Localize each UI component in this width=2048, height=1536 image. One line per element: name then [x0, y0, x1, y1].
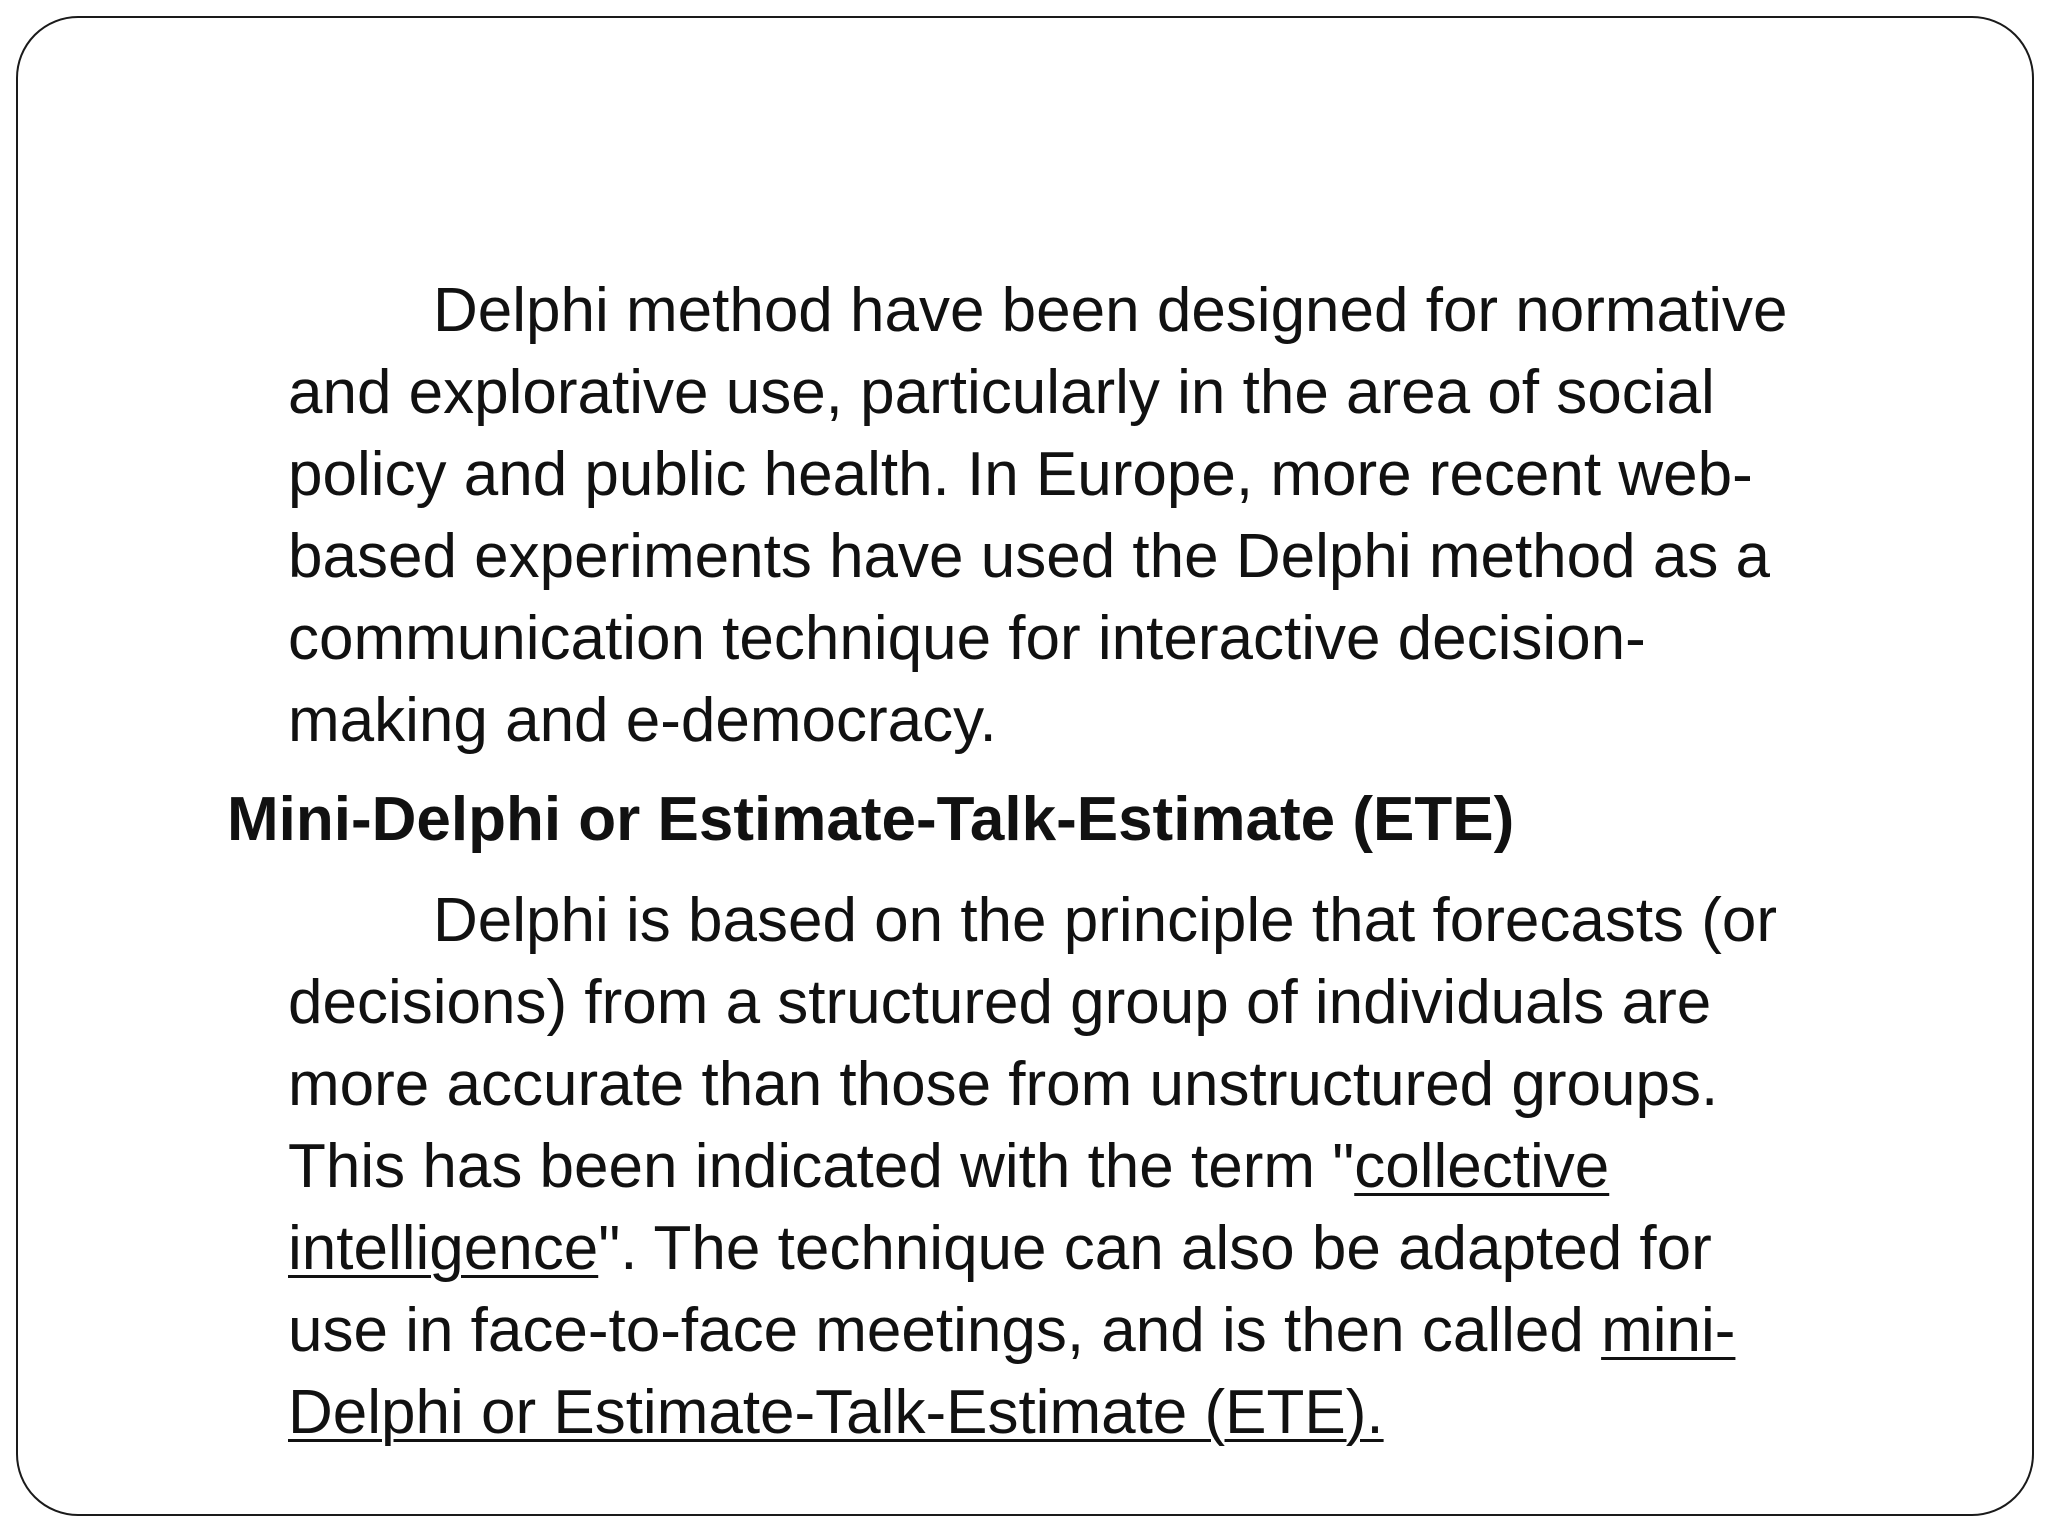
text-line: more accurate than those from unstructured groups. — [288, 1050, 1719, 1119]
text-line — [288, 1290, 1948, 1372]
mini-delphi-link[interactable]: mini- — [1601, 1296, 1736, 1365]
text-line: policy and public health. In Europe, more recent web- — [288, 440, 1753, 509]
section-heading: Mini-Delphi or Estimate-Talk-Estimate (ETE) — [227, 785, 1515, 854]
text-segment: use in face-to-face meetings, and is then called — [288, 1296, 1602, 1365]
text-line: decisions) from a structured group of individuals are — [288, 968, 1712, 1037]
text-line — [288, 1126, 1948, 1208]
text-line: Delphi method have been designed for normative — [433, 276, 1788, 345]
collective-intelligence-link[interactable]: intelligence — [288, 1214, 599, 1283]
text-line: communication technique for interactive decision- — [288, 604, 1646, 673]
text-segment: This has been indicated with the term " — [288, 1132, 1355, 1201]
text-line: Delphi is based on the principle that forecasts (or — [433, 886, 1778, 955]
text-segment: ". The technique can also be adapted for — [598, 1214, 1712, 1283]
text-line: based experiments have used the Delphi method as a — [288, 522, 1771, 591]
text-line: making and e-democracy. — [288, 686, 997, 755]
mini-delphi-link[interactable]: Delphi or Estimate-Talk-Estimate (ETE). — [288, 1378, 1384, 1447]
collective-intelligence-link[interactable]: collective — [1354, 1132, 1610, 1201]
text-line — [288, 1208, 1948, 1290]
text-line: and explorative use, particularly in the area of social — [288, 358, 1715, 427]
paragraph-delphi-uses — [288, 270, 1948, 762]
text-line — [288, 1372, 1948, 1454]
paragraph-delphi-principle — [288, 880, 1948, 1454]
